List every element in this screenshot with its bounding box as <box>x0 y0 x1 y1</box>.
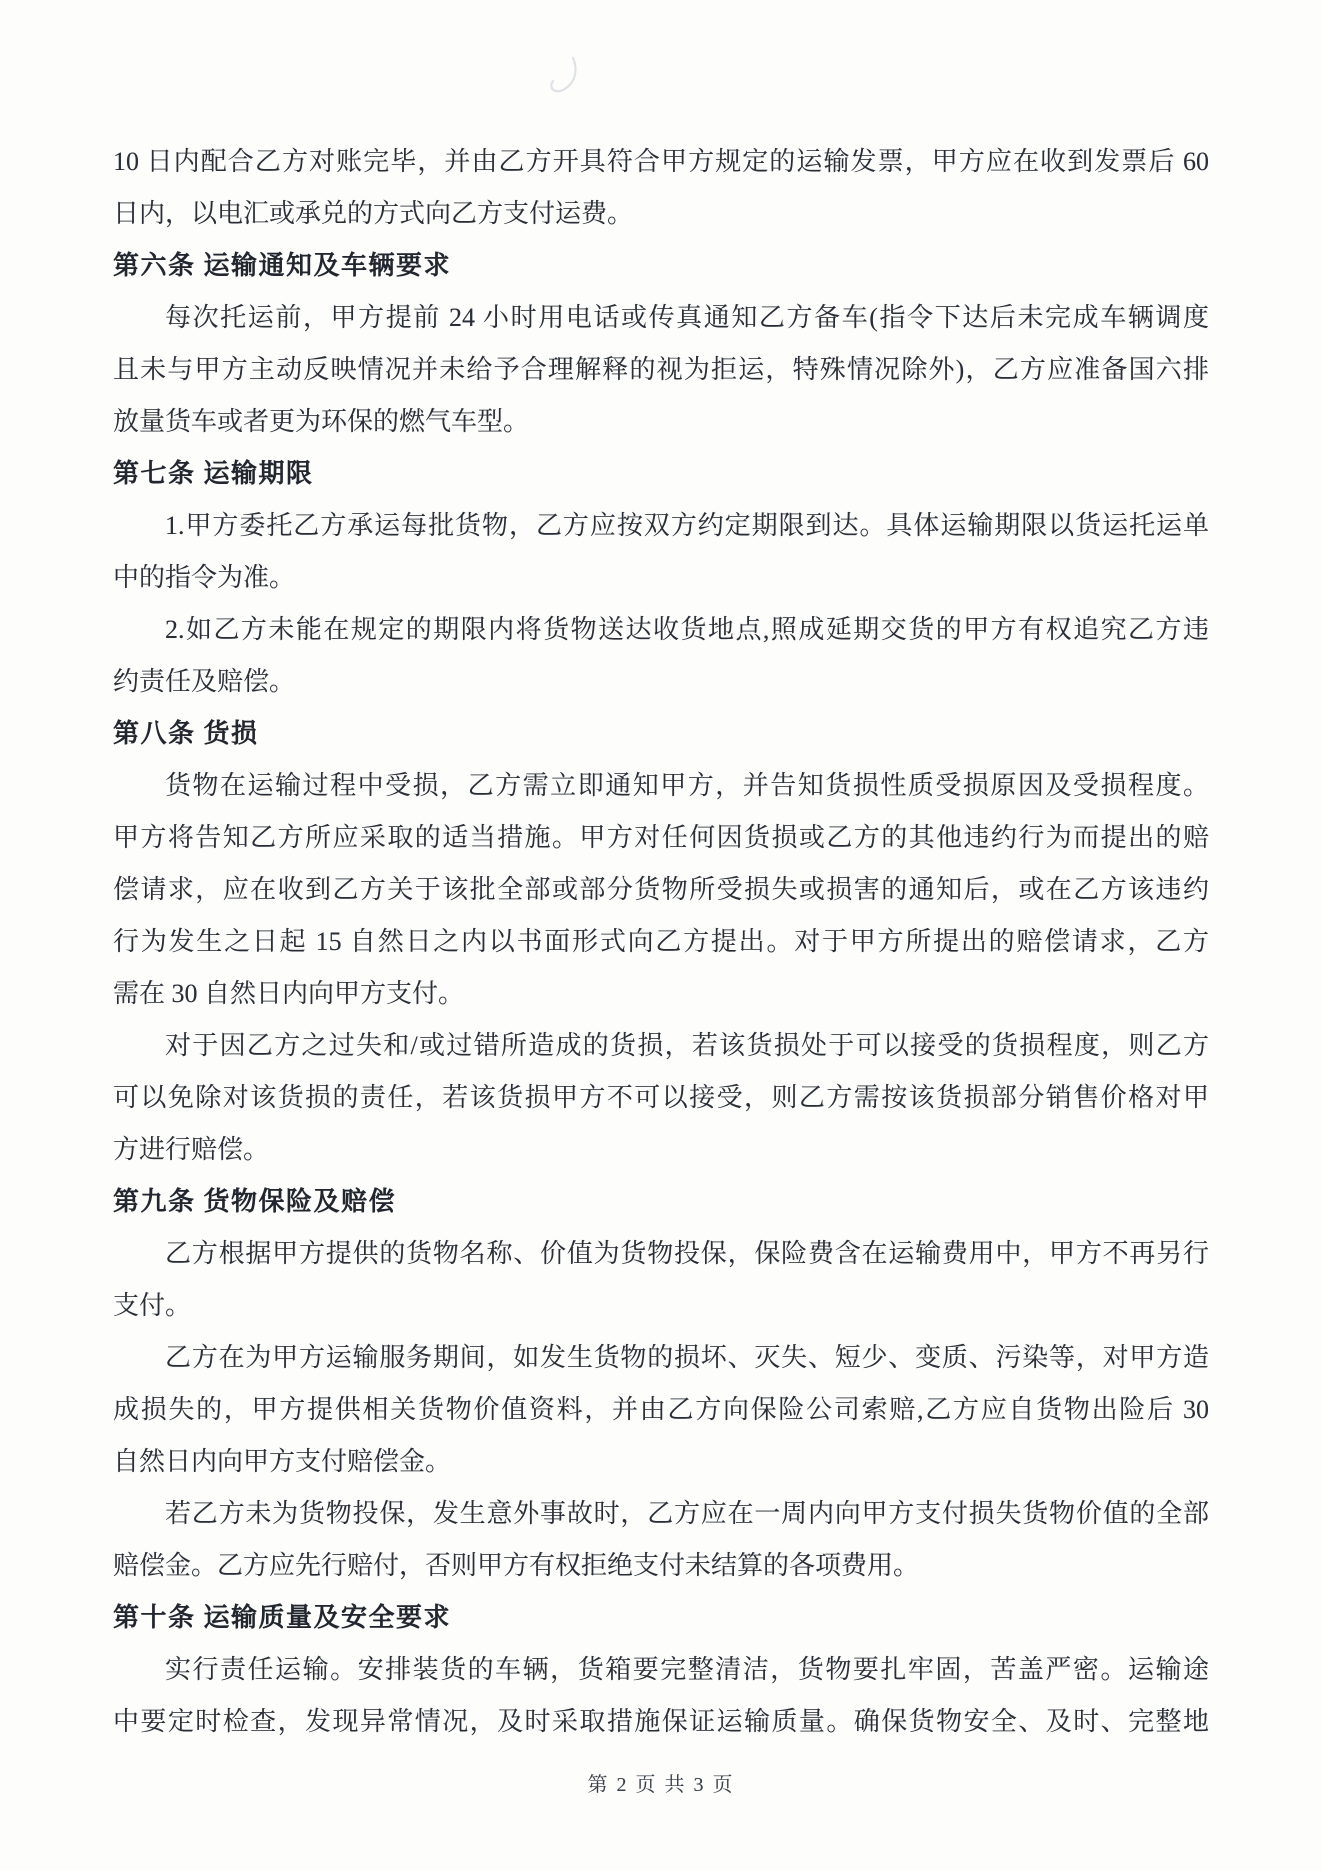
text-line: 中的指令为准。 <box>113 563 296 592</box>
text-line: 每次托运前，甲方提前 24 小时用电话或传真通知乙方备车(指令下达后未完成车辆调度 <box>165 303 1209 332</box>
text-line: 成损失的，甲方提供相关货物价值资料，并由乙方向保险公司索赔,乙方应自货物出险后 30 <box>113 1395 1209 1424</box>
text-line: 日内，以电汇或承兑的方式向乙方支付运费。 <box>113 199 634 228</box>
text-line: 自然日内向甲方支付赔偿金。 <box>113 1447 452 1476</box>
clause-8-heading: 第八条 货损 <box>113 719 259 748</box>
text-line: 若乙方未为货物投保，发生意外事故时，乙方应在一周内向甲方支付损失货物价值的全部 <box>165 1499 1209 1528</box>
text-line: 方进行赔偿。 <box>113 1135 270 1164</box>
text-line: 货物在运输过程中受损，乙方需立即通知甲方，并告知货损性质受损原因及受损程度。 <box>165 771 1209 800</box>
text-line: 约责任及赔偿。 <box>113 667 296 696</box>
text-line: 支付。 <box>113 1291 192 1320</box>
text-line: 甲方将告知乙方所应采取的适当措施。甲方对任何因货损或乙方的其他违约行为而提出的赔 <box>113 823 1209 852</box>
text-line: 行为发生之日起 15 自然日之内以书面形式向乙方提出。对于甲方所提出的赔偿请求，乙方 <box>113 927 1209 956</box>
text-line: 可以免除对该货损的责任，若该货损甲方不可以接受，则乙方需按该货损部分销售价格对甲 <box>113 1083 1209 1112</box>
clause-6-heading: 第六条 运输通知及车辆要求 <box>113 251 452 280</box>
text-line: 偿请求，应在收到乙方关于该批全部或部分货物所受损失或损害的通知后，或在乙方该违约 <box>113 875 1209 904</box>
page-number-footer: 第 2 页 共 3 页 <box>587 1774 735 1796</box>
text-line: 乙方根据甲方提供的货物名称、价值为货物投保，保险费含在运输费用中，甲方不再另行 <box>165 1239 1209 1268</box>
clause-7-heading: 第七条 运输期限 <box>113 459 314 488</box>
scan-smudge-mark <box>545 55 581 99</box>
text-line: 中要定时检查，发现异常情况，及时采取措施保证运输质量。确保货物安全、及时、完整地 <box>113 1707 1209 1736</box>
text-line: 10 日内配合乙方对账完毕，并由乙方开具符合甲方规定的运输发票，甲方应在收到发票后 60 <box>113 147 1209 176</box>
clause-9-heading: 第九条 货物保险及赔偿 <box>113 1187 397 1216</box>
text-line: 对于因乙方之过失和/或过错所造成的货损，若该货损处于可以接受的货损程度，则乙方 <box>165 1031 1209 1060</box>
text-line: 2.如乙方未能在规定的期限内将货物送达收货地点,照成延期交货的甲方有权追究乙方违 <box>165 615 1209 644</box>
text-line: 乙方在为甲方运输服务期间，如发生货物的损坏、灭失、短少、变质、污染等，对甲方造 <box>165 1343 1209 1372</box>
text-line: 放量货车或者更为环保的燃气车型。 <box>113 407 530 436</box>
text-line: 需在 30 自然日内向甲方支付。 <box>113 979 465 1008</box>
text-line: 实行责任运输。安排装货的车辆，货箱要完整清洁，货物要扎牢固，苦盖严密。运输途 <box>165 1655 1209 1684</box>
text-line: 1.甲方委托乙方承运每批货物，乙方应按双方约定期限到达。具体运输期限以货运托运单 <box>165 511 1209 540</box>
contract-body-text <box>113 136 1209 1748</box>
clause-10-heading: 第十条 运输质量及安全要求 <box>113 1603 452 1632</box>
text-line: 赔偿金。乙方应先行赔付，否则甲方有权拒绝支付未结算的各项费用。 <box>113 1551 920 1580</box>
text-line: 且未与甲方主动反映情况并未给予合理解释的视为拒运，特殊情况除外)，乙方应准备国六排 <box>113 355 1209 384</box>
